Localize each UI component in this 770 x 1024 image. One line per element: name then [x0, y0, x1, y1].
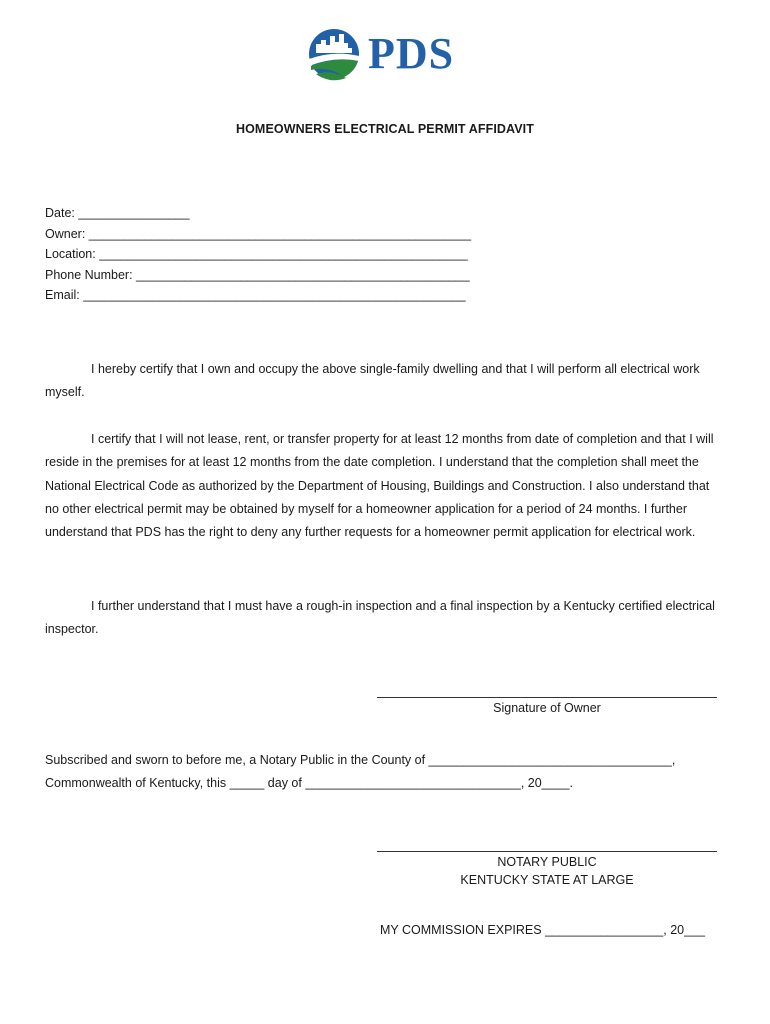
certification-text: I hereby certify that I own and occupy the above single-family dwelling and that I will perform all electrical work myself.: [45, 362, 700, 400]
commission-expires-field[interactable]: MY COMMISSION EXPIRES _________________, 20___: [380, 923, 705, 937]
notary-public-label: NOTARY PUBLIC: [497, 855, 597, 869]
logo-text: PDS: [368, 29, 455, 78]
phone-number-field[interactable]: Phone Number: ________________________________________________: [45, 267, 470, 282]
inspection-paragraph: [45, 595, 715, 642]
notary-jurisdiction-label: KENTUCKY STATE AT LARGE: [460, 873, 634, 887]
signature-line[interactable]: [377, 697, 717, 698]
owner-info-fields: [45, 203, 471, 306]
pds-logo: [308, 24, 468, 84]
email-field[interactable]: Email: _______________________________________________________: [45, 288, 466, 302]
signature-caption: Signature of Owner: [493, 701, 601, 715]
document-title: HOMEOWNERS ELECTRICAL PERMIT AFFIDAVIT: [235, 122, 534, 136]
pds-emblem-icon: [308, 26, 360, 82]
notary-statement-line-2: Commonwealth of Kentucky, this _____ day of _______________________________, 20____.: [45, 776, 573, 790]
notary-signature-line[interactable]: [377, 851, 717, 852]
location-field[interactable]: Location: _____________________________________________________: [45, 247, 468, 261]
owner-signature-block: [377, 697, 717, 717]
owner-field[interactable]: Owner: _______________________________________________________: [45, 226, 472, 241]
notary-signature-block: [377, 851, 717, 889]
date-field[interactable]: Date: ________________: [45, 206, 190, 220]
lease-terms-paragraph: [45, 428, 715, 544]
inspection-text: I further understand that I must have a rough-in inspection and a final inspection by a Kentucky certified electrical inspector.: [45, 599, 715, 637]
certification-paragraph: [45, 358, 715, 405]
notary-statement-line-1: Subscribed and sworn to before me, a Notary Public in the County of ___________________________________,: [45, 753, 676, 767]
lease-terms-text: I certify that I will not lease, rent, or transfer property for at least 12 months from date of completion and that I will reside in the premises for at least 12 months from the date completion. I understand that the completion shall meet the National Electrical Code as authorized by the Department of Housing, Buildings and Construction. I also understand that no other electrical permit may be obtained by myself for a homeowner application for a period of 24 months. I further understand that PDS has the right to deny any further requests for a homeowner permit application for electrical work.: [45, 432, 714, 540]
